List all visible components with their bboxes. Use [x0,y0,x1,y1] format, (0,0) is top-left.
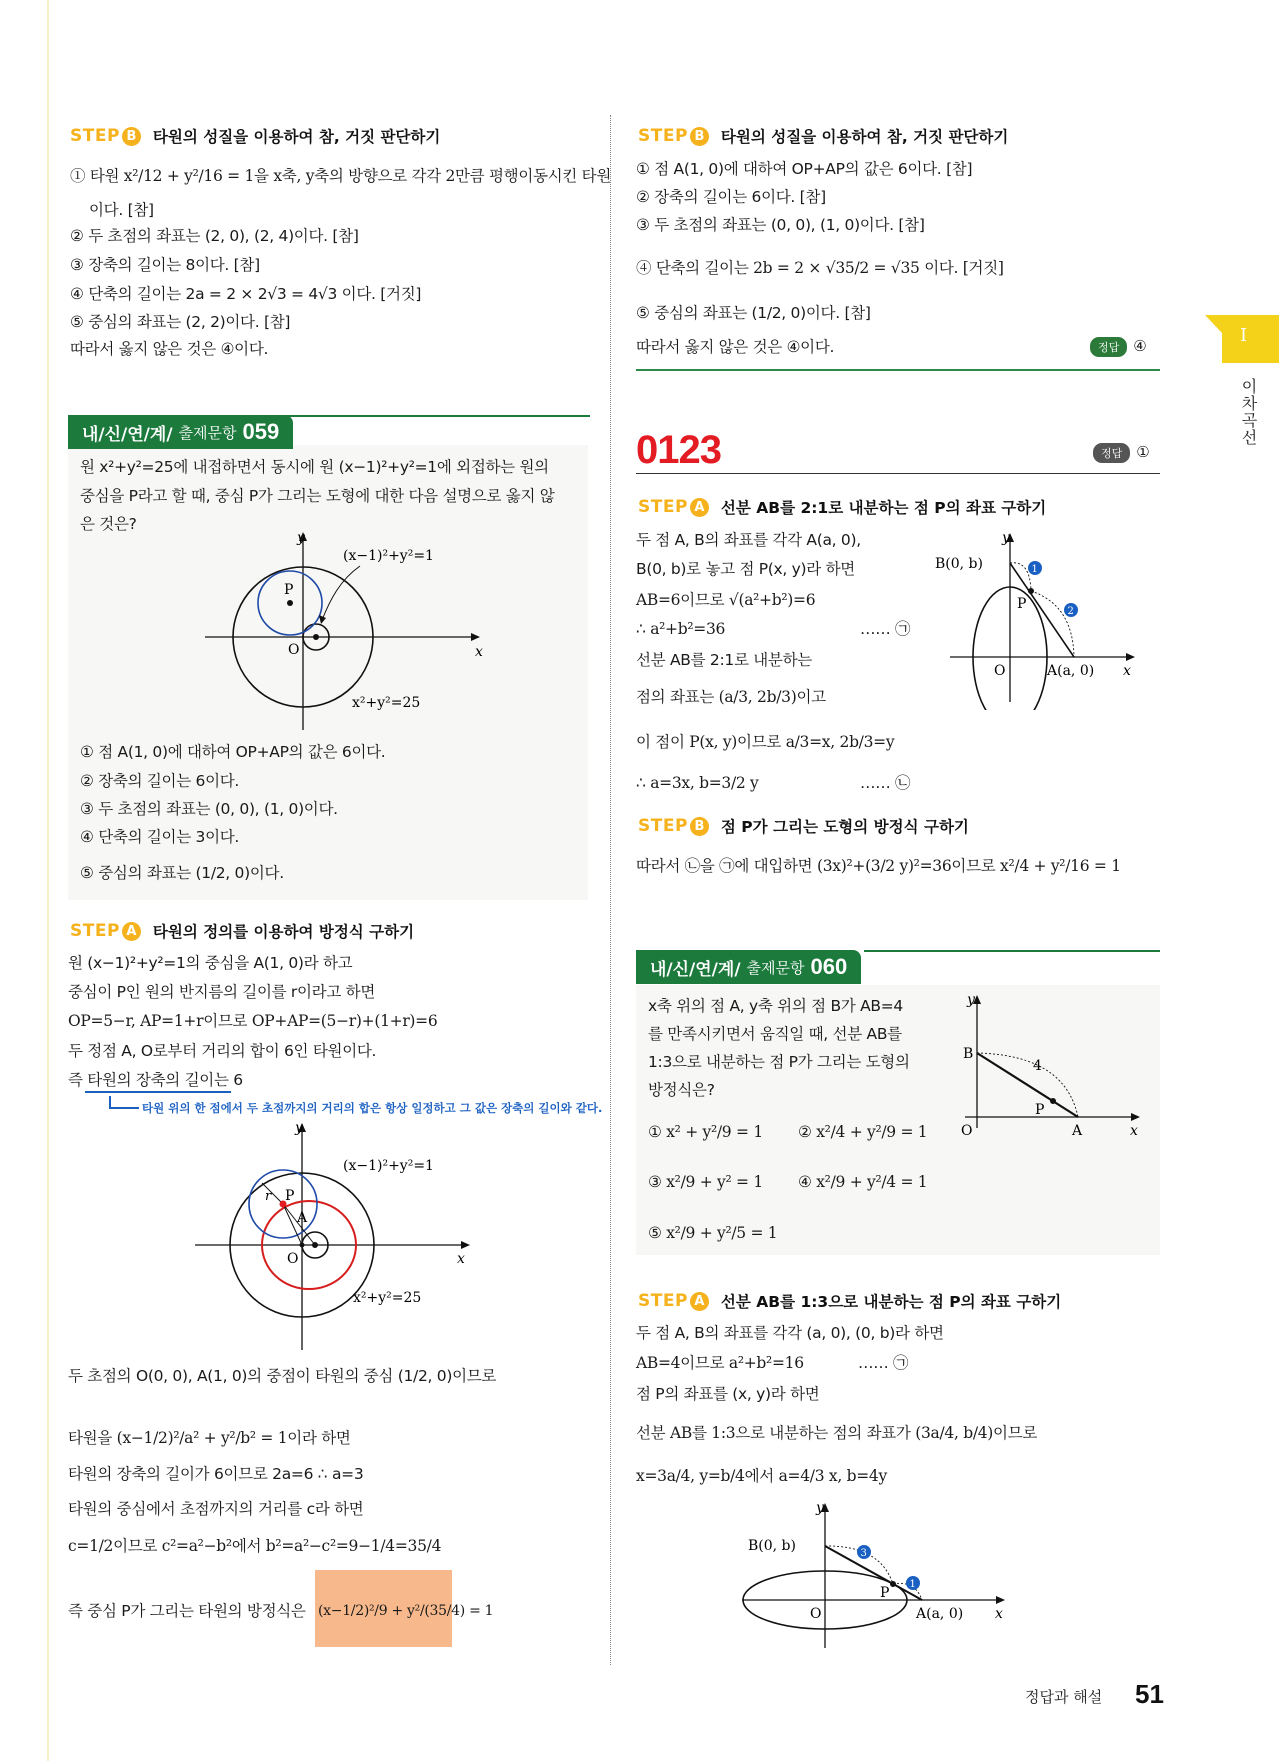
small-circle-label: (x−1)²+y²=1 [343,1158,434,1174]
left-after-line-3: 타원의 장축의 길이가 6이므로 2a=6 ∴ a=3 [68,1465,364,1483]
left-step-b-conclusion: 따라서 옳지 않은 것은 ④이다. [70,340,269,358]
y-axis-label: y [816,1500,824,1516]
answer-badge: 정답 [1093,443,1130,463]
question-060-choice-5[interactable]: ⑤ x²/9 + y²/5 = 1 [648,1224,778,1242]
left-after-line-4: 타원의 중심에서 초점까지의 거리를 c라 하면 [68,1500,364,1518]
right-step-b-line-2: ② 장축의 길이는 6이다. [참] [636,188,826,206]
left-step-b-line-1: ① 타원 x²/12 + y²/16 = 1을 x축, y축의 방향으로 각각 2만큼 평행이동시킨 타원 [70,167,611,185]
left-step-a-line-4: 두 정점 A, O로부터 거리의 합이 6인 타원이다. [68,1042,377,1060]
q060-step-a-figure [730,1500,1050,1650]
origin-label: O [287,1251,299,1267]
a-label: A [1072,1123,1083,1135]
left-after-line-5: c=1/2이므로 c²=a²−b²에서 b²=a²−c²=9−1/4=35/4 [68,1537,442,1555]
question-060-choice-2[interactable]: ② x²/4 + y²/9 = 1 [798,1123,928,1141]
step-title: 선분 AB를 2:1로 내분하는 점 P의 좌표 구하기 [720,499,1047,517]
origin-label: O [288,642,300,658]
question-060-text-2: 를 만족시키면서 움직일 때, 선분 AB를 [648,1025,902,1043]
step-title: 타원의 정의를 이용하여 방정식 구하기 [152,923,415,941]
right-step-b-answer [1090,337,1147,357]
p0123-line-8: ∴ a=3x, b=3/2 y [636,774,759,792]
y-axis-label: y [967,992,975,1008]
step-tag: STEP [638,126,688,146]
question-number: 060 [810,954,848,979]
question-059-text-2: 중심을 P라고 할 때, 중심 P가 그리는 도형에 대한 다음 설명으로 옳지 않 [80,487,555,505]
left-after-line-2: 타원을 (x−1/2)²/a² + y²/b² = 1이라 하면 [68,1429,351,1447]
x-axis-label: x [475,644,483,660]
question-060-text-3: 1:3으로 내분하는 점 P가 그리는 도형의 [648,1053,910,1071]
p-label: P [1017,596,1027,612]
p0123-figure [925,530,1165,710]
left-step-b-line-5: ④ 단축의 길이는 2a = 2 × 2√3 = 4√3 이다. [거짓] [70,285,422,303]
right-step-b-header [638,125,1008,147]
origin-label: O [994,663,1006,679]
section-divider [636,369,1160,371]
p0123-line-3: AB=6이므로 √(a²+b²)=6 [636,591,816,609]
left-after-line-1: 두 초점의 O(0, 0), A(1, 0)의 중점이 타원의 중심 (1/2, 0)이므로 [68,1367,497,1385]
point-p-label: P [285,1188,295,1204]
q060-line-1: 두 점 A, B의 좌표를 각각 (a, 0), (0, b)라 하면 [636,1324,944,1342]
badge-1: 1 [1031,564,1038,575]
y-axis-label: y [295,1120,303,1136]
left-conclusion-formula: (x−1/2)²/9 + y²/(35/4) = 1 [318,1603,494,1619]
step-a-figure [185,1120,495,1360]
left-step-a-line-3: OP=5−r, AP=1+r이므로 OP+AP=(5−r)+(1+r)=6 [68,1012,438,1030]
right-step-b-line-5: ⑤ 중심의 좌표는 (1/2, 0)이다. [참] [636,304,871,322]
y-axis-label: y [1002,530,1010,546]
left-step-a-line-5: 즉 타원의 장축의 길이는 6 [68,1071,243,1089]
banner-rule [864,950,1160,952]
banner-prefix: 내/신/연/계/ [82,424,173,445]
question-060-text-4: 방정식은? [648,1081,715,1099]
p-label: P [1035,1102,1045,1118]
b-label: B [963,1046,974,1062]
question-060-figure [955,990,1155,1135]
length-label: 4 [1033,1058,1042,1074]
q060-mark: …… ㉠ [858,1354,909,1372]
a-label: A(a, 0) [916,1606,964,1622]
question-059-text-1: 원 x²+y²=25에 내접하면서 동시에 원 (x−1)²+y²=1에 외접하는 원의 [80,458,549,476]
a-label: A(a, 0) [1047,663,1095,679]
question-banner-tab [636,950,861,984]
step-letter-icon: B [122,127,141,146]
x-axis-label: x [995,1606,1003,1622]
step-letter-icon: A [122,922,141,941]
badge-3: 3 [860,1548,867,1559]
banner-rule [278,415,590,417]
chapter-roman: I [1240,325,1248,346]
step-title: 타원의 성질을 이용하여 참, 거짓 판단하기 [152,128,441,146]
page-number: 51 [1135,1679,1164,1709]
side-tab-notch [1205,315,1222,333]
b-label: B(0, b) [935,556,983,572]
chapter-title: 이차곡선 [1239,378,1258,446]
left-step-b-line-3: ② 두 초점의 좌표는 (2, 0), (2, 4)이다. [참] [70,227,359,245]
question-060-choice-3[interactable]: ③ x²/9 + y² = 1 [648,1173,763,1191]
p0123-line-7: 이 점이 P(x, y)이므로 a/3=x, 2b/3=y [636,733,895,751]
page-margin-line [47,0,49,1761]
step-letter-icon: A [690,1292,709,1311]
p0123-mark-1: …… ㉠ [860,620,911,638]
answer-value: ① [1136,443,1150,461]
p-label: P [880,1585,890,1601]
origin-label: O [961,1123,973,1135]
origin-label: O [810,1606,822,1622]
right-step-b-line-3: ③ 두 초점의 좌표는 (0, 0), (1, 0)이다. [참] [636,216,925,234]
note-connector-h [109,1107,139,1109]
q060-line-2: AB=4이므로 a²+b²=16 [636,1354,804,1372]
banner-label: 출제문항 [746,958,805,977]
q060-line-5: x=3a/4, y=b/4에서 a=4/3 x, b=4y [636,1467,887,1485]
question-059-choice-5[interactable]: ⑤ 중심의 좌표는 (1/2, 0)이다. [80,864,284,882]
banner-label: 출제문항 [178,423,237,442]
right-step-b-conclusion: 따라서 옳지 않은 것은 ④이다. [636,338,835,356]
banner-prefix: 내/신/연/계/ [650,959,741,980]
x-axis-label: x [1130,1123,1138,1135]
left-step-a-header [70,920,414,942]
step-tag: STEP [70,126,120,146]
footer-label: 정답과 해설 [1025,1688,1103,1706]
left-step-b-line-2: 이다. [참] [89,201,154,219]
x-axis-label: x [457,1251,465,1267]
question-060-choice-1[interactable]: ① x² + y²/9 = 1 [648,1123,763,1141]
question-059-choice-1[interactable]: ① 점 A(1, 0)에 대하여 OP+AP의 값은 6이다. [80,743,386,761]
question-059-choice-3[interactable]: ③ 두 초점의 좌표는 (0, 0), (1, 0)이다. [80,800,338,818]
big-circle-label: x²+y²=25 [353,1290,422,1306]
point-a-label: A [297,1210,308,1226]
small-circle-label: (x−1)²+y²=1 [343,548,434,564]
left-step-b-line-6: ⑤ 중심의 좌표는 (2, 2)이다. [참] [70,313,291,331]
q060-line-3: 점 P의 좌표를 (x, y)라 하면 [636,1385,820,1403]
badge-1: 1 [909,1579,916,1590]
problem-0123-step-b-header [638,815,969,837]
left-step-b-line-4: ③ 장축의 길이는 8이다. [참] [70,256,260,274]
step-tag: STEP [638,816,688,836]
y-axis-label: y [297,530,305,546]
answer-value: ④ [1133,337,1147,355]
left-conclusion-prefix: 즉 중심 P가 그리는 타원의 방정식은 [68,1602,306,1620]
question-059-choice-2[interactable]: ② 장축의 길이는 6이다. [80,772,240,790]
step-a-note: 타원 위의 한 점에서 두 초점까지의 거리의 합은 항상 일정하고 그 값은 장축의 길이와 같다. [142,1101,603,1115]
p0123-line-2: B(0, b)로 놓고 점 P(x, y)라 하면 [636,560,855,578]
x-axis-label: x [1123,663,1131,679]
step-title: 점 P가 그리는 도형의 방정식 구하기 [720,818,969,836]
question-060-banner [636,950,1160,986]
left-step-a-line-1: 원 (x−1)²+y²=1의 중심을 A(1, 0)라 하고 [68,954,353,972]
question-number: 059 [242,419,280,444]
step-tag: STEP [70,921,120,941]
radius-label: r [265,1189,272,1204]
p0123-line-5: 선분 AB를 2:1로 내분하는 [636,651,812,669]
answer-badge: 정답 [1090,337,1127,357]
question-059-text-3: 은 것은? [80,515,137,533]
step-tag: STEP [638,1291,688,1311]
problem-0123-step-a-header [638,496,1046,518]
question-060-text-1: x축 위의 점 A, y축 위의 점 B가 AB=4 [648,997,903,1015]
point-p-label: P [284,582,294,598]
question-060-choice-4[interactable]: ④ x²/9 + y²/4 = 1 [798,1173,928,1191]
q060-line-4: 선분 AB를 1:3으로 내분하는 점의 좌표가 (3a/4, b/4)이므로 [636,1424,1038,1442]
right-step-b-line-4: ④ 단축의 길이는 2b = 2 × √35/2 = √35 이다. [거짓] [636,259,1004,277]
problem-0123-answer [1093,443,1150,463]
p0123-line-6: 점의 좌표는 (a/3, 2b/3)이고 [636,688,826,706]
question-059-figure [190,530,510,740]
step-title: 타원의 성질을 이용하여 참, 거짓 판단하기 [720,128,1009,146]
big-circle-label: x²+y²=25 [352,695,421,711]
column-divider [610,115,611,1665]
p0123-line-1: 두 점 A, B의 좌표를 각각 A(a, 0), [636,531,861,549]
left-step-a-line-2: 중심이 P인 원의 반지름의 길이를 r이라고 하면 [68,983,375,1001]
p0123-step-b-line: 따라서 ㉡을 ㉠에 대입하면 (3x)²+(3/2 y)²=36이므로 x²/4 + y²/16 = 1 [636,857,1121,875]
step-letter-icon: B [690,817,709,836]
step-letter-icon: B [690,127,709,146]
problem-number: 0123 [636,428,721,472]
question-059-choice-4[interactable]: ④ 단축의 길이는 3이다. [80,828,240,846]
step-title: 선분 AB를 1:3으로 내분하는 점 P의 좌표 구하기 [720,1293,1062,1311]
step-letter-icon: A [690,498,709,517]
step-tag: STEP [638,497,688,517]
badge-2: 2 [1067,606,1074,617]
p0123-line-4: ∴ a²+b²=36 [636,620,726,638]
underline [85,1091,231,1093]
p0123-mark-2: …… ㉡ [860,774,911,792]
left-step-b-header [70,125,440,147]
chapter-tab[interactable] [1222,315,1279,363]
q060-step-a-header [638,1290,1061,1312]
problem-rule [636,473,1160,474]
b-label: B(0, b) [748,1538,796,1554]
question-banner-tab [68,415,293,449]
right-step-b-line-1: ① 점 A(1, 0)에 대하여 OP+AP의 값은 6이다. [참] [636,160,973,178]
question-059-banner [68,415,590,451]
